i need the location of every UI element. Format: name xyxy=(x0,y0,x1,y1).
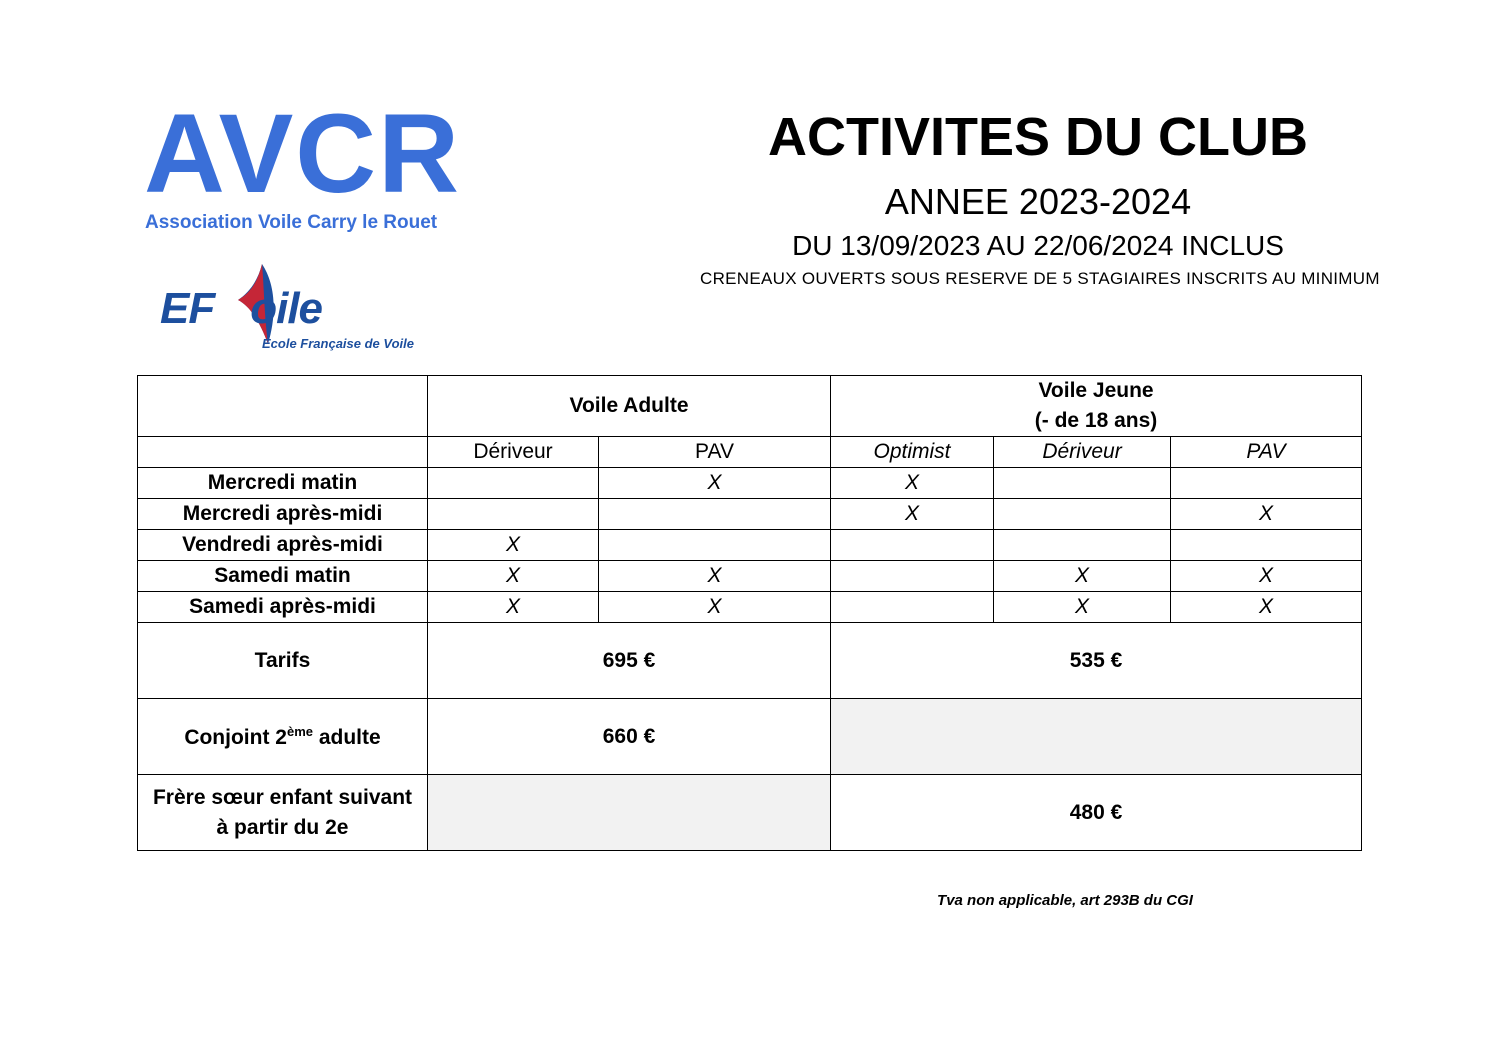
avcr-logo xyxy=(144,91,484,238)
subheader-adult-deriveur: Dériveur xyxy=(428,437,599,468)
schedule-cell: X xyxy=(428,530,599,561)
schedule-cell xyxy=(428,468,599,499)
schedule-cell: X xyxy=(994,561,1171,592)
table-row xyxy=(138,592,1362,623)
fratrie-label-line1: Frère sœur enfant suivant xyxy=(152,785,413,809)
schedule-cell xyxy=(994,530,1171,561)
conjoint-label xyxy=(138,699,428,775)
schedule-cell xyxy=(428,499,599,530)
conjoint-junior-empty xyxy=(831,699,1362,775)
page-title: ACTIVITES DU CLUB xyxy=(768,107,1308,167)
fratrie-label xyxy=(138,775,428,851)
conjoint-row xyxy=(138,699,1362,775)
schedule-cell xyxy=(994,499,1171,530)
tarif-adult: 695 € xyxy=(428,623,831,699)
avcr-logo-letters: AVCR xyxy=(144,91,462,216)
schedule-cell: X xyxy=(831,499,994,530)
schedule-cell: X xyxy=(1171,561,1362,592)
schedule-cell: X xyxy=(831,468,994,499)
schedule-cell: X xyxy=(428,561,599,592)
efvoile-logo-subtitle: École Française de Voile xyxy=(262,336,414,351)
avcr-logo-subtitle: Association Voile Carry le Rouet xyxy=(145,212,438,233)
subheader-junior-optimist: Optimist xyxy=(831,437,994,468)
group-junior xyxy=(831,376,1362,437)
corner-cell xyxy=(138,376,428,437)
subheader-junior-pav: PAV xyxy=(1171,437,1362,468)
row-label: Samedi après-midi xyxy=(138,592,428,623)
subheader-row xyxy=(138,437,1362,468)
efvoile-logo-ef: EF xyxy=(160,284,215,333)
schedule-cell: X xyxy=(994,592,1171,623)
conjoint-label-pre: Conjoint 2 xyxy=(184,725,287,749)
schedule-cell xyxy=(831,561,994,592)
season-year: ANNEE 2023-2024 xyxy=(884,181,1192,222)
group-junior-line1: Voile Jeune xyxy=(1038,379,1154,402)
schedule-cell: X xyxy=(1171,499,1362,530)
fratrie-label-line2: à partir du 2e xyxy=(216,815,349,839)
group-adult: Voile Adulte xyxy=(428,376,831,437)
vat-note: Tva non applicable, art 293B du CGI xyxy=(937,892,1193,909)
efvoile-logo-oile: oile xyxy=(250,284,323,333)
group-junior-line2: (- de 18 ans) xyxy=(1034,409,1158,432)
schedule-cell xyxy=(831,592,994,623)
schedule-cell xyxy=(599,530,831,561)
row-label: Samedi matin xyxy=(138,561,428,592)
schedule-cell xyxy=(1171,530,1362,561)
fratrie-adult-empty xyxy=(428,775,831,851)
schedule-cell: X xyxy=(599,592,831,623)
subheader-junior-deriveur: Dériveur xyxy=(994,437,1171,468)
row-label: Vendredi après-midi xyxy=(138,530,428,561)
tarifs-row xyxy=(138,623,1362,699)
season-dates: DU 13/09/2023 AU 22/06/2024 INCLUS xyxy=(792,230,1284,261)
table-row xyxy=(138,468,1362,499)
schedule-cell xyxy=(1171,468,1362,499)
table-row xyxy=(138,530,1362,561)
row-label: Mercredi après-midi xyxy=(138,499,428,530)
schedule-cell: X xyxy=(599,468,831,499)
schedule-cell xyxy=(994,468,1171,499)
conjoint-label-post: adulte xyxy=(313,725,381,749)
schedule-cell: X xyxy=(599,561,831,592)
subheader-adult-pav: PAV xyxy=(599,437,831,468)
fratrie-row xyxy=(138,775,1362,851)
tarif-junior: 535 € xyxy=(831,623,1362,699)
conjoint-label-sup: ème xyxy=(286,723,313,739)
schedule-cell: X xyxy=(1171,592,1362,623)
reservation-note: CRENEAUX OUVERTS SOUS RESERVE DE 5 STAGIAIRES INSCRITS AU MINIMUM xyxy=(700,269,1380,288)
table-row xyxy=(138,561,1362,592)
fratrie-junior-price: 480 € xyxy=(831,775,1362,851)
efvoile-logo-text xyxy=(160,284,322,334)
conjoint-adult-price: 660 € xyxy=(428,699,831,775)
table-row xyxy=(138,499,1362,530)
tarifs-label: Tarifs xyxy=(138,623,428,699)
schedule-cell xyxy=(599,499,831,530)
schedule-cell xyxy=(831,530,994,561)
row-label: Mercredi matin xyxy=(138,468,428,499)
schedule-cell: X xyxy=(428,592,599,623)
group-header-row xyxy=(138,376,1362,437)
efvoile-logo xyxy=(158,262,418,354)
subheader-empty xyxy=(138,437,428,468)
schedule-table xyxy=(137,375,1362,851)
